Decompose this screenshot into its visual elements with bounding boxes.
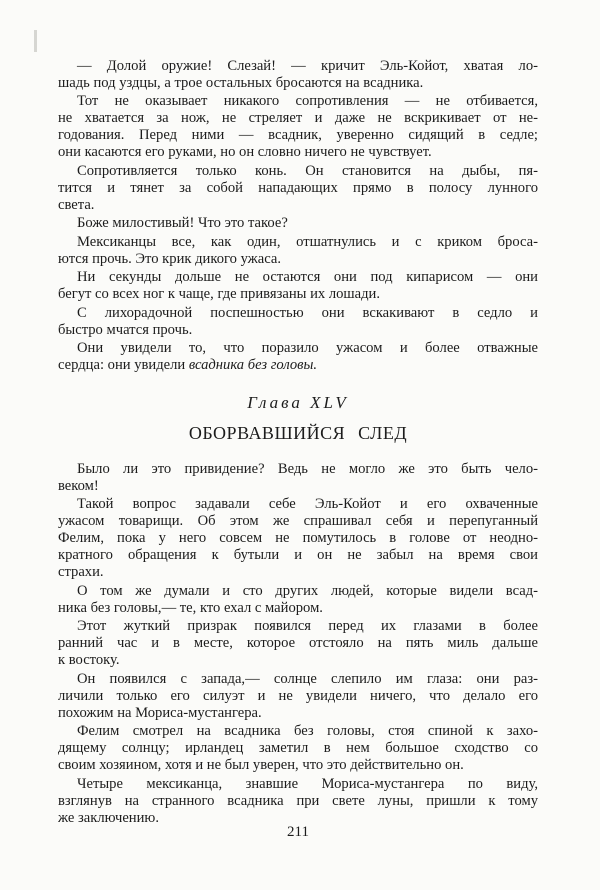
text-line (58, 705, 538, 722)
text-line (58, 305, 538, 322)
text-line (58, 757, 538, 774)
line-text: взглянув на странного всадника при свете луны, пришли к тому (58, 792, 538, 809)
italic-phrase: всадника без головы. (188, 357, 318, 373)
text-line (58, 180, 538, 197)
text-line (58, 322, 538, 339)
line-text: быстро мчатся прочь. (58, 321, 193, 338)
line-text: Было ли это привидение? Ведь не могло же это быть чело- (77, 460, 538, 477)
line-text: Боже милостивый! Что это такое? (77, 215, 288, 231)
paragraph (58, 340, 538, 374)
line-text: ника без головы,— те, кто ехал с майором. (58, 599, 323, 616)
line-text: Тот не оказывает никакого сопротивления — не отбивается, (77, 93, 538, 109)
text-line (58, 530, 538, 547)
paragraph (58, 163, 538, 214)
line-text: веком! (58, 477, 99, 494)
line-text: Фелим смотрел на всадника без головы, стоя спиной к захо- (77, 723, 538, 739)
paragraph (58, 671, 538, 722)
line-text: дящему солнцу; ирландец заметил в нем большое сходство со (58, 740, 538, 756)
chapter-label: Глава XLV (247, 393, 349, 412)
line-text: личили только его силуэт и не увидели ничего, что делало его (58, 687, 538, 704)
paragraph (58, 305, 538, 339)
line-text: ужасом товарищи. Об этом же спрашивал себя и перепуганный (58, 513, 538, 529)
line-text: Такой вопрос задавали себе Эль-Койот и его охваченные (77, 496, 538, 512)
paragraph (58, 776, 538, 827)
text-line (58, 688, 538, 705)
text-line (58, 547, 538, 564)
text-line (58, 58, 538, 75)
page-number: 211 (287, 824, 309, 840)
paragraph (58, 58, 538, 92)
text-line (58, 357, 538, 374)
paragraph (58, 583, 538, 617)
paragraph (58, 496, 538, 581)
line-text: годования. Перед ними — всадник, уверенно сидящий в седле; (58, 127, 538, 143)
paragraph (58, 234, 538, 268)
text-line (58, 75, 538, 92)
text-line (58, 93, 538, 110)
text-line (58, 513, 538, 530)
text-line (58, 197, 538, 214)
line-text: Четыре мексиканца, знавшие Мориса-мустангера по виду, (77, 775, 538, 792)
text-line (58, 461, 538, 478)
paragraph (58, 618, 538, 669)
text-line (58, 618, 538, 635)
text-line (58, 127, 538, 144)
text-line (58, 215, 538, 232)
line-text: шадь под уздцы, а трое остальных бросаются на всадника. (58, 74, 424, 91)
paragraph (58, 461, 538, 495)
line-text: Этот жуткий призрак появился перед их глазами в более (77, 618, 538, 634)
text-line (58, 583, 538, 600)
paragraph (58, 723, 538, 774)
text-line (58, 793, 538, 810)
line-text: страхи. (58, 564, 104, 580)
text-line (58, 564, 538, 581)
paragraph (58, 93, 538, 161)
text-line (58, 110, 538, 127)
line-text: Фелим, пока у него совсем не помутилось в голове от неодно- (58, 530, 538, 546)
line-text: Он появился с запада,— солнце слепило им глаза: они раз- (77, 670, 538, 687)
text-line (58, 740, 538, 757)
paragraph (58, 215, 538, 232)
text-line (58, 163, 538, 180)
line-text: похожим на Мориса-мустангера. (58, 704, 262, 721)
text-line (58, 723, 538, 740)
line-text: тится и тянет за собой нападающих прямо в полосу лунного (58, 179, 538, 196)
text-line (58, 635, 538, 652)
text-line (58, 234, 538, 251)
text-line (58, 286, 538, 303)
text-line (58, 600, 538, 617)
paragraph (58, 269, 538, 303)
line-text: С лихорадочной поспешностью они вскакивают в седло и (77, 304, 538, 321)
text-line (58, 776, 538, 793)
line-text: же заключению. (58, 809, 159, 826)
text-line (58, 340, 538, 357)
chapter-title: ОБОРВАВШИЙСЯ СЛЕД (188, 423, 408, 443)
line-text: к востоку. (58, 652, 120, 668)
line-text: ются прочь. Это крик дикого ужаса. (58, 250, 282, 267)
line-text: сердца: они увидели (58, 357, 189, 373)
line-text: не хватается за нож, не стреляет и даже не вскрикивает от не- (58, 110, 538, 126)
text-line (58, 496, 538, 513)
line-text: ранний час и в месте, которое отстояло на пять миль дальше (58, 635, 538, 651)
text-line (58, 144, 538, 161)
line-text: Они увидели то, что поразило ужасом и более отважные (77, 340, 538, 356)
line-text: света. (58, 196, 95, 213)
line-text: Мексиканцы все, как один, отшатнулись и с криком броса- (77, 233, 538, 250)
scan-artifact (34, 30, 37, 52)
line-text: Ни секунды дольше не остаются они под кипарисом — они (77, 269, 538, 285)
line-text: — Долой оружие! Слезай! — кричит Эль-Койот, хватая ло- (77, 57, 538, 74)
text-line (58, 671, 538, 688)
line-text: своим хозяином, хотя и не был уверен, что это действительно он. (58, 757, 464, 773)
text-line (58, 652, 538, 669)
text-line (58, 269, 538, 286)
line-text: кратного обращения к бутыли и он не забыл на время свои (58, 547, 538, 563)
text-section-chapter-45 (58, 459, 538, 827)
text-line (58, 251, 538, 268)
text-line (58, 478, 538, 495)
line-text: О том же думали и сто других людей, которые видели всад- (77, 582, 538, 599)
line-text: бегут со всех ног к чаще, где привязаны их лошади. (58, 286, 381, 302)
line-text: Сопротивляется только конь. Он становится на дыбы, пя- (77, 162, 538, 179)
text-section-before-chapter (58, 56, 538, 374)
line-text: они касаются его руками, но он словно ничего не чувствует. (58, 144, 432, 160)
